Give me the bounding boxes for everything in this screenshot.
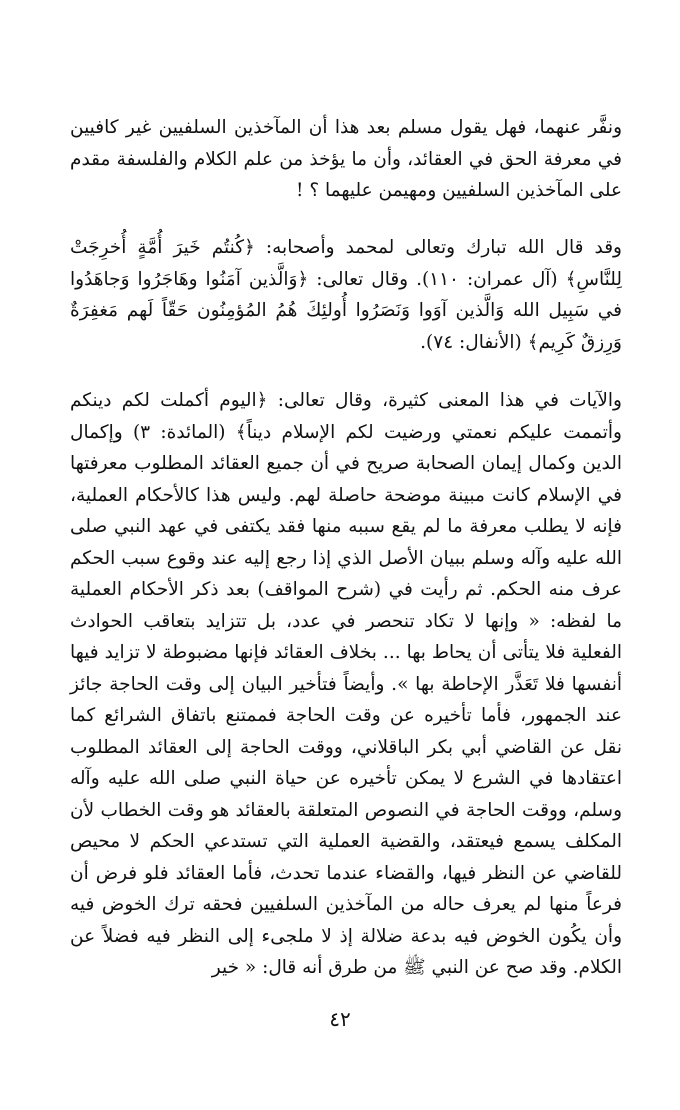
paragraph-2: وقد قال الله تبارك وتعالى لمحمد وأصحابه: ﴿كُنتُم خَيرَ أُمَّةٍ أُخرِجَتْ لِلنَّاسِ﴾ (آل عمران: ١١٠). وقال تعالى: ﴿وَالَّذين آمَنُوا وهَاجَرُوا وَجاهَدُوا في سَبِيل الله وَالَّذين آوَوا وَنَصَرُوا أُولئِكَ هُمُ المُؤمِنُون حَقّاً لَهم مَغفِرَةٌ وَرِزقٌ كَرِيم﴾ (الأنفال: ٧٤). [70,237,622,353]
paragraph-3: والآيات في هذا المعنى كثيرة، وقال تعالى: ﴿اليوم أكملت لكم دينكم وأتممت عليكم نعمتي ورضيت لكم الإسلام ديناً﴾ (المائدة: ٣) وإكمال الدين وكمال إيمان الصحابة صريح في أن جميع العقائد المطلوب معرفتها في الإسلام كانت مبينة موضحة حاصلة لهم. وليس هذا كالأحكام العملية، فإنه لا يطلب معرفة ما لم يقع سببه منها فقد يكتفى في عهد النبي صلى الله عليه وآله وسلم ببيان الأصل الذي إذا رجع إليه عند وقوع سبب الحكم عرف منه الحكم. ثم رأيت في (شرح المواقف) بعد ذكر الأحكام العملية ما لفظه: « وإنها لا تكاد تنحصر في عدد، بل تتزايد بتعاقب الحوادث الفعلية فلا يتأتى أن يحاط بها ... بخلاف العقائد فإنها مضبوطة لا تزايد فيها أنفسها فلا تَعَذَّر الإحاطة بها ». وأيضاً فتأخير البيان إلى وقت الحاجة جائز عند الجمهور، فأما تأخيره عن وقت الحاجة فممتنع باتفاق الشرائع كما نقل عن القاضي أبي بكر الباقلاني، ووقت الحاجة إلى العقائد المطلوب اعتقادها في الشرع لا يمكن تأخيره عن حياة النبي صلى الله عليه وآله وسلم، ووقت الحاجة في النصوص المتعلقة بالعقائد هو وقت الخطاب لأن المكلف يسمع فيعتقد، والقضية العملية التي تستدعي الحكم لا محيص للقاضي عن النظر فيها، والقضاء عندما تحدث، فأما العقائد فلو فرض أن فرعاً منها لم يعرف حاله من المآخذين السلفيين فحقه ترك الخوض فيه وأن يكُون الخوض فيه بدعة ضلالة إذ لا ملجىء إلى النظر فيه فضلاً عن الكلام. وقد صح عن النبي ﷺ من طرق أنه قال: « خير [70,390,622,978]
page-number: ٤٢ [329,1007,351,1031]
paragraph-1: ونفَّر عنهما، فهل يقول مسلم بعد هذا أن المآخذين السلفيين غير كافيين في معرفة الحق في العقائد، وأن ما يؤخذ من علم الكلام والفلسفة مقدم على المآخذين السلفيين ومهيمن عليهما ؟ ! [70,117,622,201]
